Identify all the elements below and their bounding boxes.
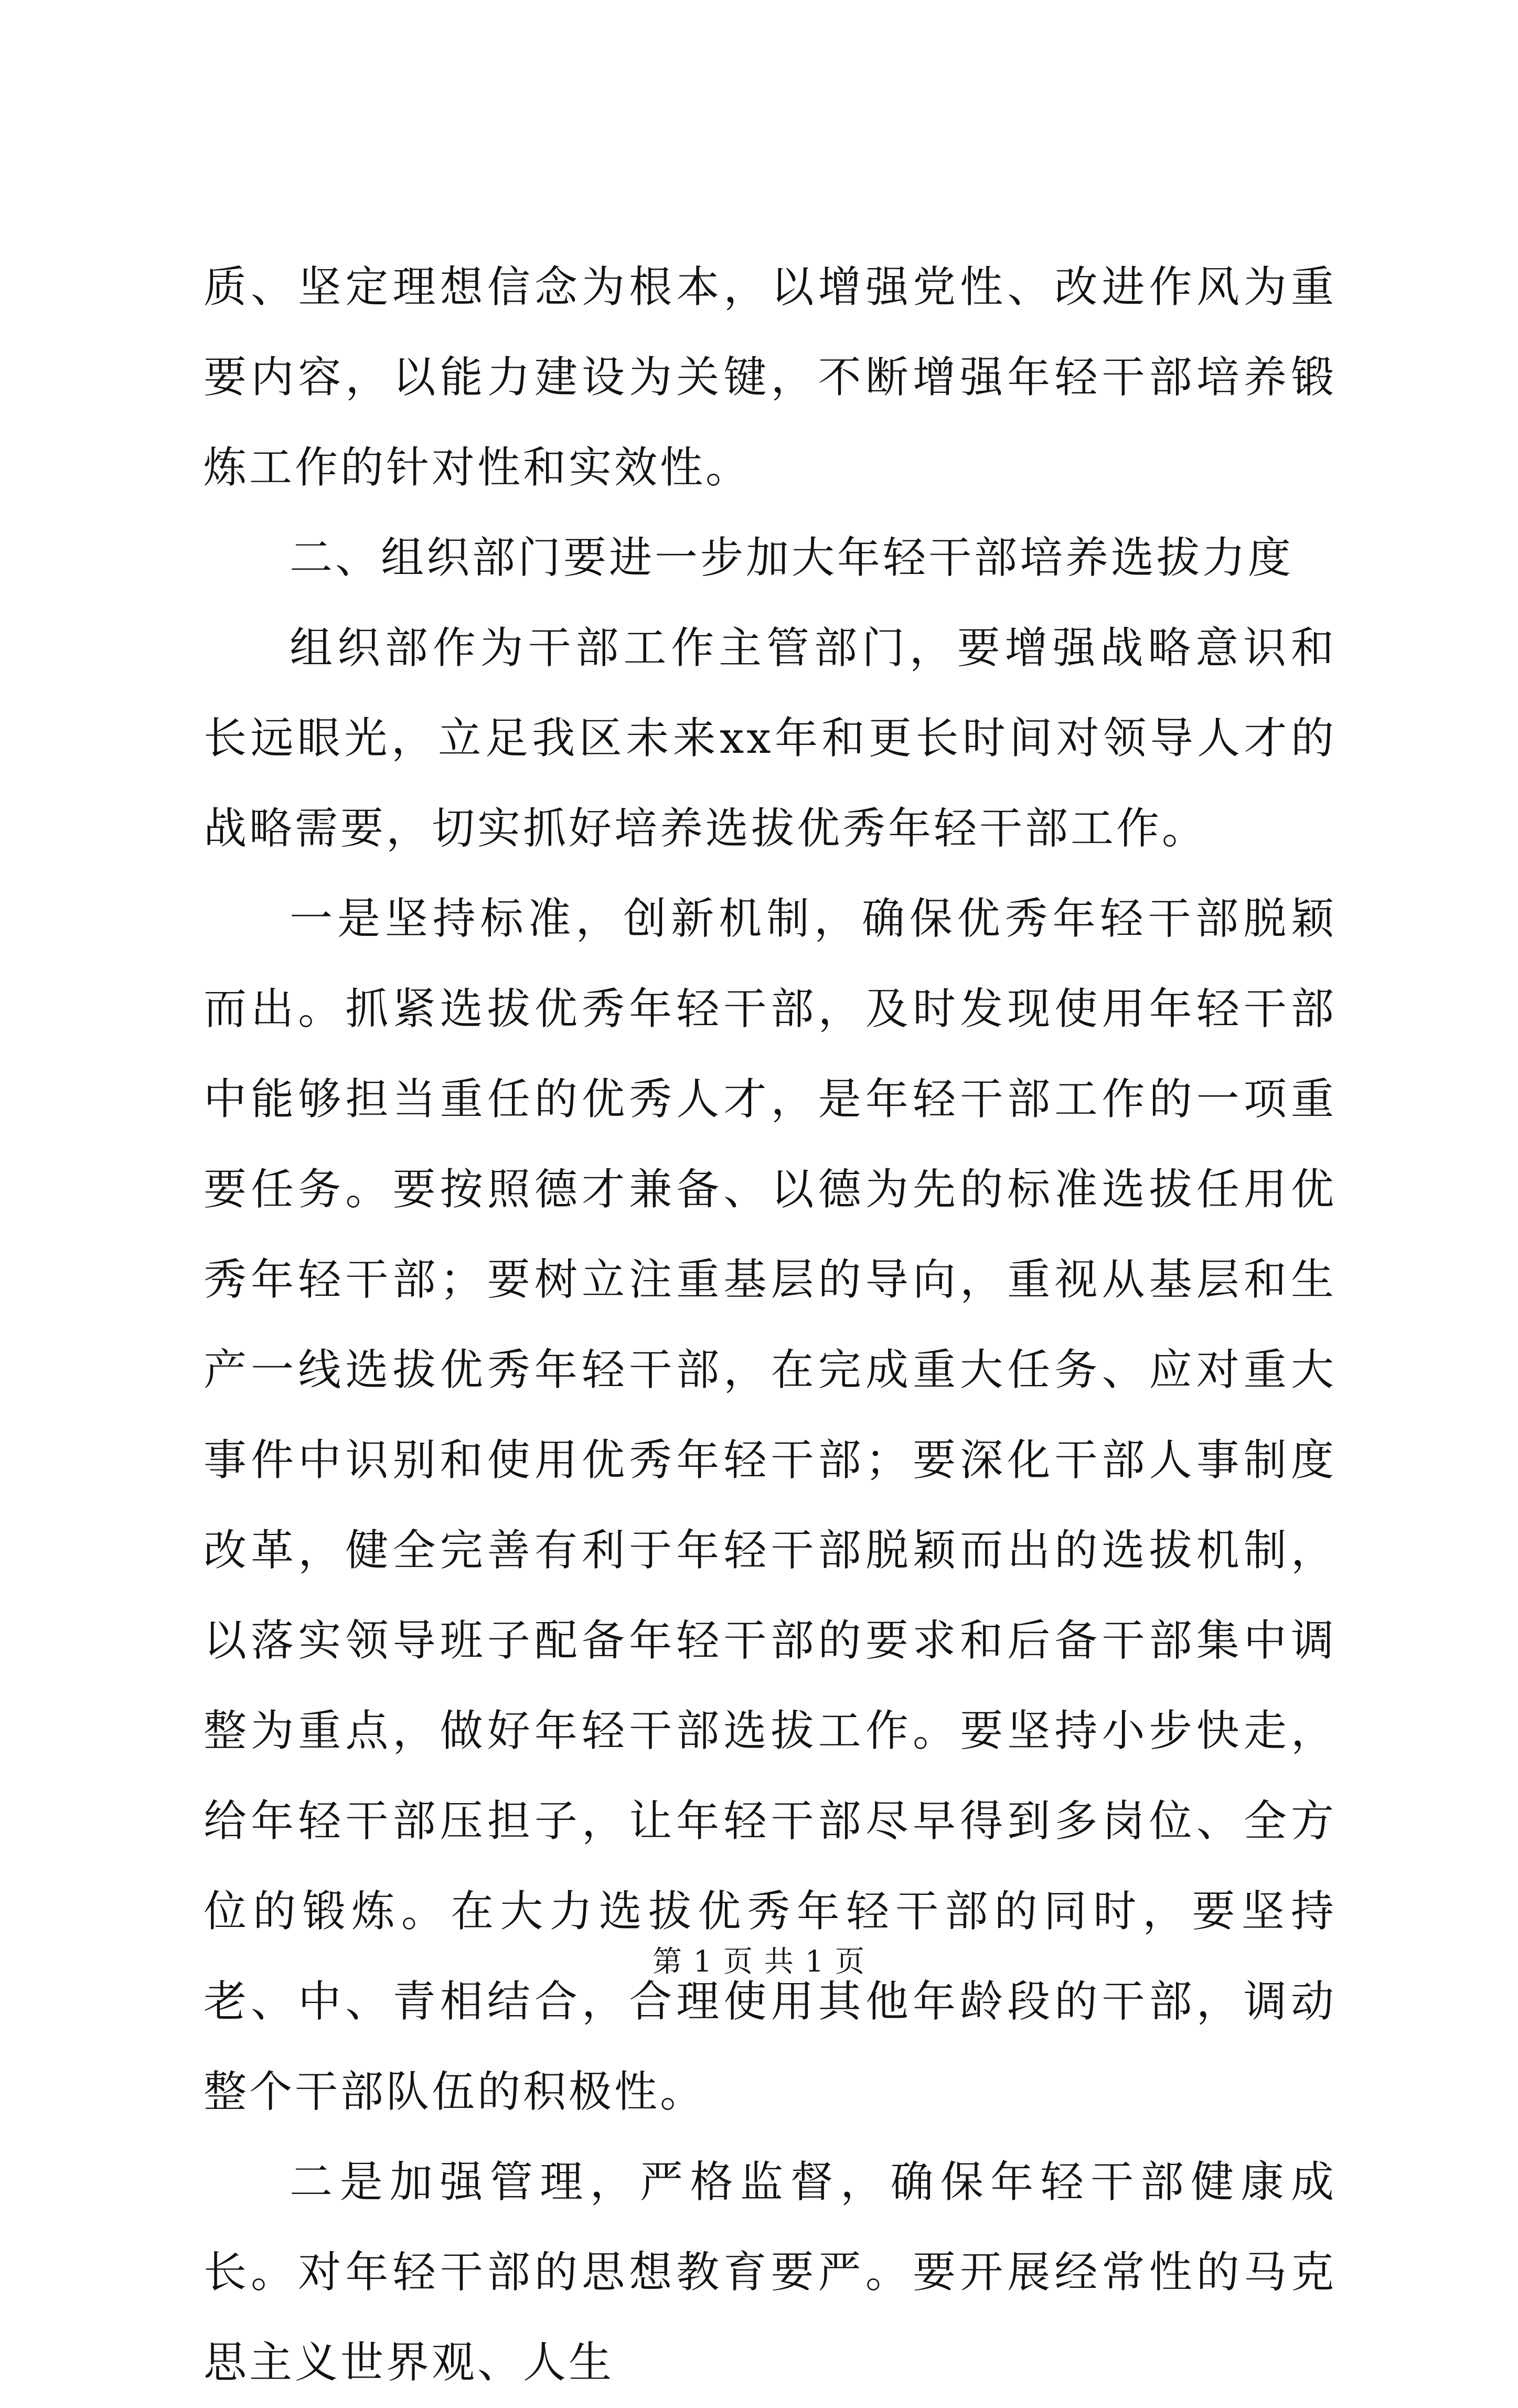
document-body xyxy=(204,242,1337,2408)
paragraph-continuation: 质、坚定理想信念为根本，以增强党性、改进作风为重要内容，以能力建设为关键，不断增强年轻干部培养锻炼工作的针对性和实效性。 xyxy=(204,262,1337,493)
page-number-footer: 第 1 页 共 1 页 xyxy=(652,1945,866,1979)
paragraph-org-department: 组织部作为干部工作主管部门，要增强战略意识和长远眼光，立足我区未来xx年和更长时间对领导人才的战略需要，切实抓好培养选拔优秀年轻干部工作。 xyxy=(204,623,1337,854)
section-heading: 二、组织部门要进一步加大年轻干部培养选拔力度 xyxy=(290,533,1294,583)
paragraph-point-two: 二是加强管理，严格监督，确保年轻干部健康成长。对年轻干部的思想教育要严。要开展经常性的马克思主义世界观、人生 xyxy=(204,2157,1337,2388)
paragraph-point-one: 一是坚持标准，创新机制，确保优秀年轻干部脱颖而出。抓紧选拔优秀年轻干部，及时发现使用年轻干部中能够担当重任的优秀人才，是年轻干部工作的一项重要任务。要按照德才兼备、以德为先的标准选拔任用优秀年轻干部；要树立注重基层的导向，重视从基层和生产一线选拔优秀年轻干部，在完成重大任务、应对重大事件中识别和使用优秀年轻干部；要深化干部人事制度改革，健全完善有利于年轻干部脱颖而出的选拔机制，以落实领导班子配备年轻干部的要求和后备干部集中调整为重点，做好年轻干部选拔工作。要坚持小步快走，给年轻干部压担子，让年轻干部尽早得到多岗位、全方位的锻炼。在大力选拔优秀年轻干部的同时，要坚持老、中、青相结合，合理使用其他年龄段的干部，调动整个干部队伍的积极性。 xyxy=(204,894,1337,2117)
